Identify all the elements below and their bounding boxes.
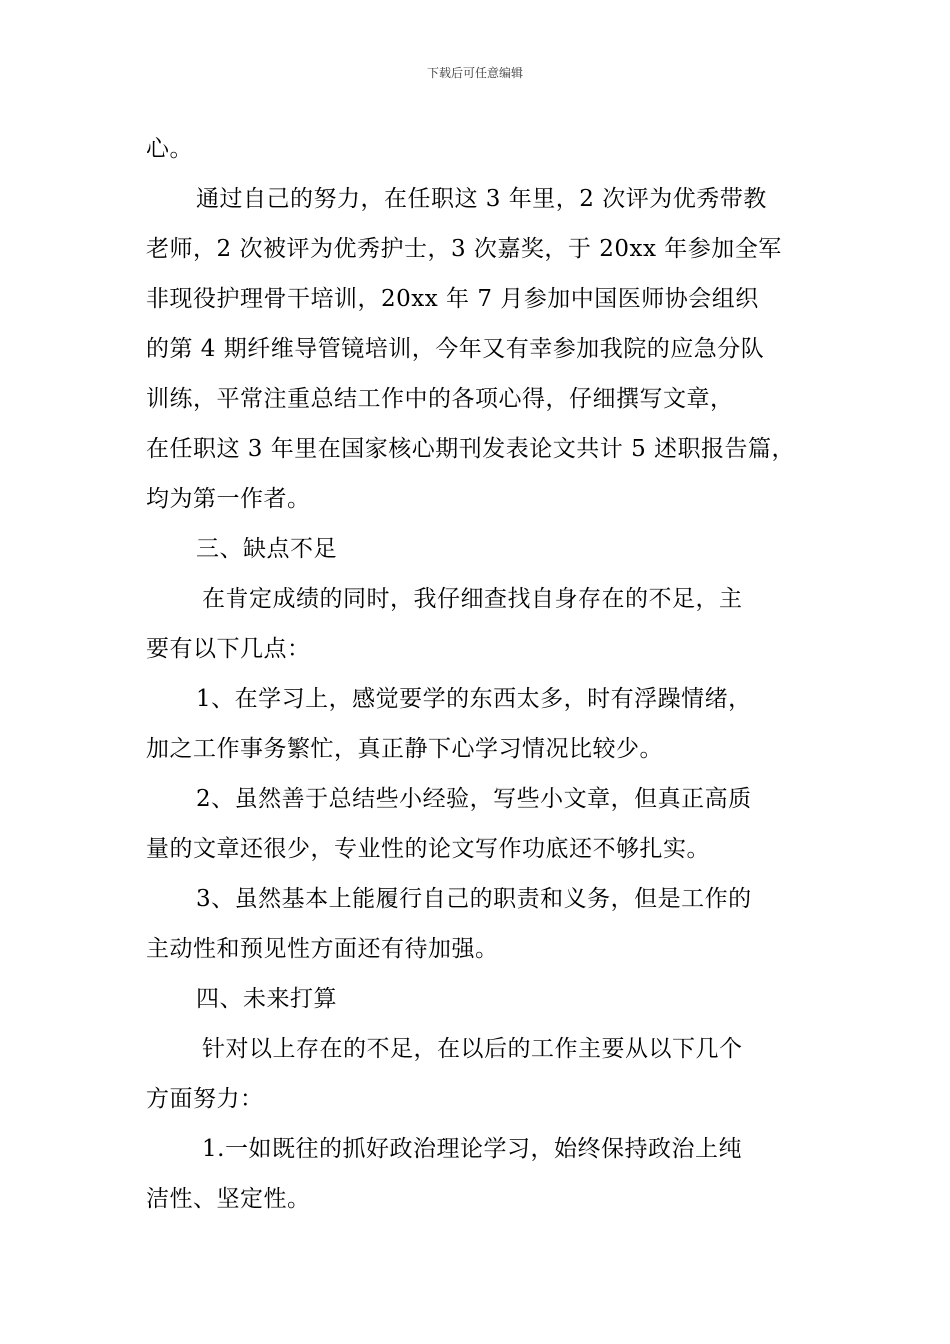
paragraph-plan-1 <box>146 1124 826 1224</box>
text-line: 加之工作事务繁忙，真正静下心学习情况比较少。 <box>146 736 663 762</box>
text-line: 均为第一作者。 <box>146 486 311 512</box>
text-line: 训练，平常注重总结工作中的各项心得，仔细撰写文章， <box>146 386 734 412</box>
document-body <box>146 124 826 1224</box>
text-line: 针对以上存在的不足，在以后的工作主要从以下几个 <box>202 1036 743 1062</box>
paragraph-future-intro <box>146 1024 826 1124</box>
text-line: 1.一如既往的抓好政治理论学习，始终保持政治上纯 <box>202 1136 742 1162</box>
paragraph-achievements <box>146 174 826 524</box>
page-header: 下载后可任意编辑 <box>426 66 523 80</box>
paragraph-shortcomings-intro <box>146 574 826 674</box>
text-line: 洁性、坚定性。 <box>146 1186 311 1212</box>
text-line: 量的文章还很少，专业性的论文写作功底还不够扎实。 <box>146 836 710 862</box>
text-line: 非现役护理骨干培训，20xx 年 7 月参加中国医师协会组织 <box>146 286 759 312</box>
section-heading-shortcomings <box>146 524 826 574</box>
section-heading-future-plans <box>146 974 826 1024</box>
text-line: 1、在学习上，感觉要学的东西太多，时有浮躁情绪， <box>196 686 752 712</box>
text-line: 老师，2 次被评为优秀护士，3 次嘉奖，于 20xx 年参加全军 <box>146 236 782 262</box>
text-line: 心。 <box>146 136 193 162</box>
section-heading: 四、未来打算 <box>196 986 337 1012</box>
paragraph-point-3 <box>146 874 826 974</box>
text-line: 要有以下几点： <box>146 636 311 662</box>
paragraph-point-1 <box>146 674 826 774</box>
text-line: 在任职这 3 年里在国家核心期刊发表论文共计 5 述职报告篇， <box>146 436 796 462</box>
text-line: 2、虽然善于总结些小经验，写些小文章，但真正高质 <box>196 786 752 812</box>
text-line: 3、虽然基本上能履行自己的职责和义务，但是工作的 <box>196 886 752 912</box>
section-heading: 三、缺点不足 <box>196 536 337 562</box>
paragraph-continuation <box>146 124 826 174</box>
text-line: 方面努力： <box>146 1086 264 1112</box>
text-line: 的第 4 期纤维导管镜培训，今年又有幸参加我院的应急分队 <box>146 336 765 362</box>
paragraph-point-2 <box>146 774 826 874</box>
text-line: 在肯定成绩的同时，我仔细查找自身存在的不足，主 <box>202 586 743 612</box>
text-line: 主动性和预见性方面还有待加强。 <box>146 936 499 962</box>
text-line: 通过自己的努力，在任职这 3 年里，2 次评为优秀带教 <box>196 186 767 212</box>
